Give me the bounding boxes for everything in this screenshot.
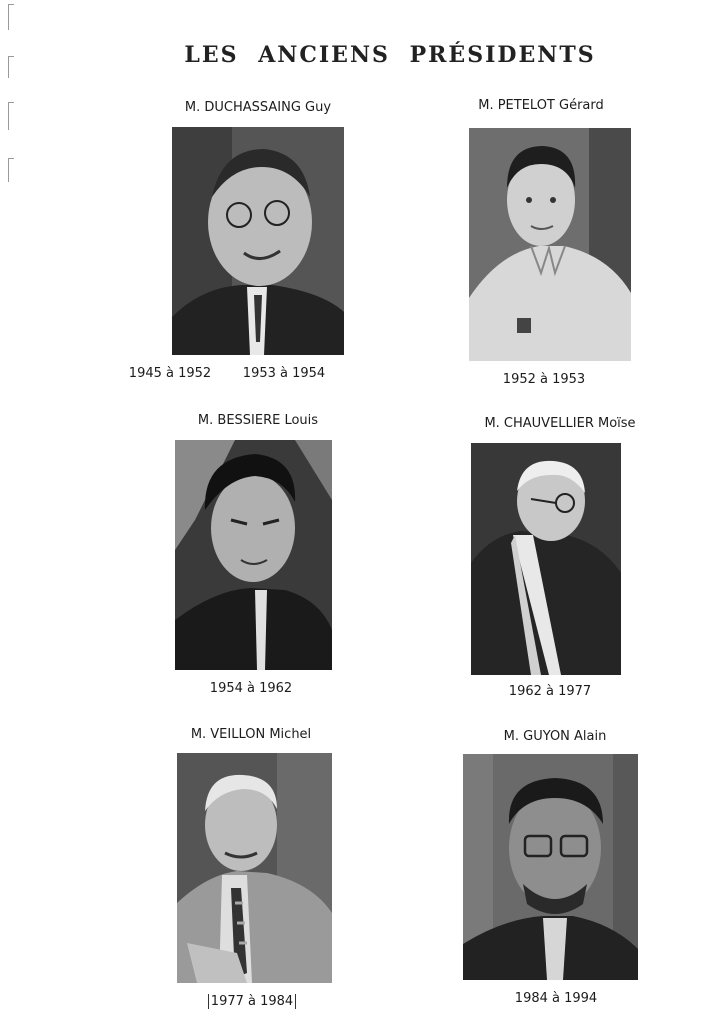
president-name: M. PETELOT Gérard [478,98,604,113]
president-name: M. DUCHASSAING Guy [184,100,332,115]
president-dates: 1984 à 1994 [514,991,598,1006]
president-dates: 1952 à 1953 [502,372,586,387]
president-photo [469,128,631,361]
president-name: M. CHAUVELLIER Moïse [484,416,636,431]
president-photo [177,753,332,983]
president-dates: 1953 à 1954 [242,366,326,381]
page-title: LES ANCIENS PRÉSIDENTS [184,42,596,68]
president-dates: 1945 à 1952 [128,366,212,381]
president-dates: 1962 à 1977 [508,684,592,699]
binding-mark [8,56,19,78]
president-name: M. GUYON Alain [503,729,607,744]
president-name: M. BESSIERE Louis [197,413,319,428]
president-dates: 1954 à 1962 [209,681,293,696]
president-photo [172,127,344,355]
binding-mark [8,4,19,30]
president-photo [175,440,332,670]
president-photo [463,754,638,980]
binding-mark [8,102,19,130]
president-dates-text: 1977 à 1984 [208,994,296,1009]
president-dates [200,994,304,1009]
president-photo [471,443,621,675]
president-name: M. VEILLON Michel [190,727,312,742]
binding-mark [8,158,19,182]
